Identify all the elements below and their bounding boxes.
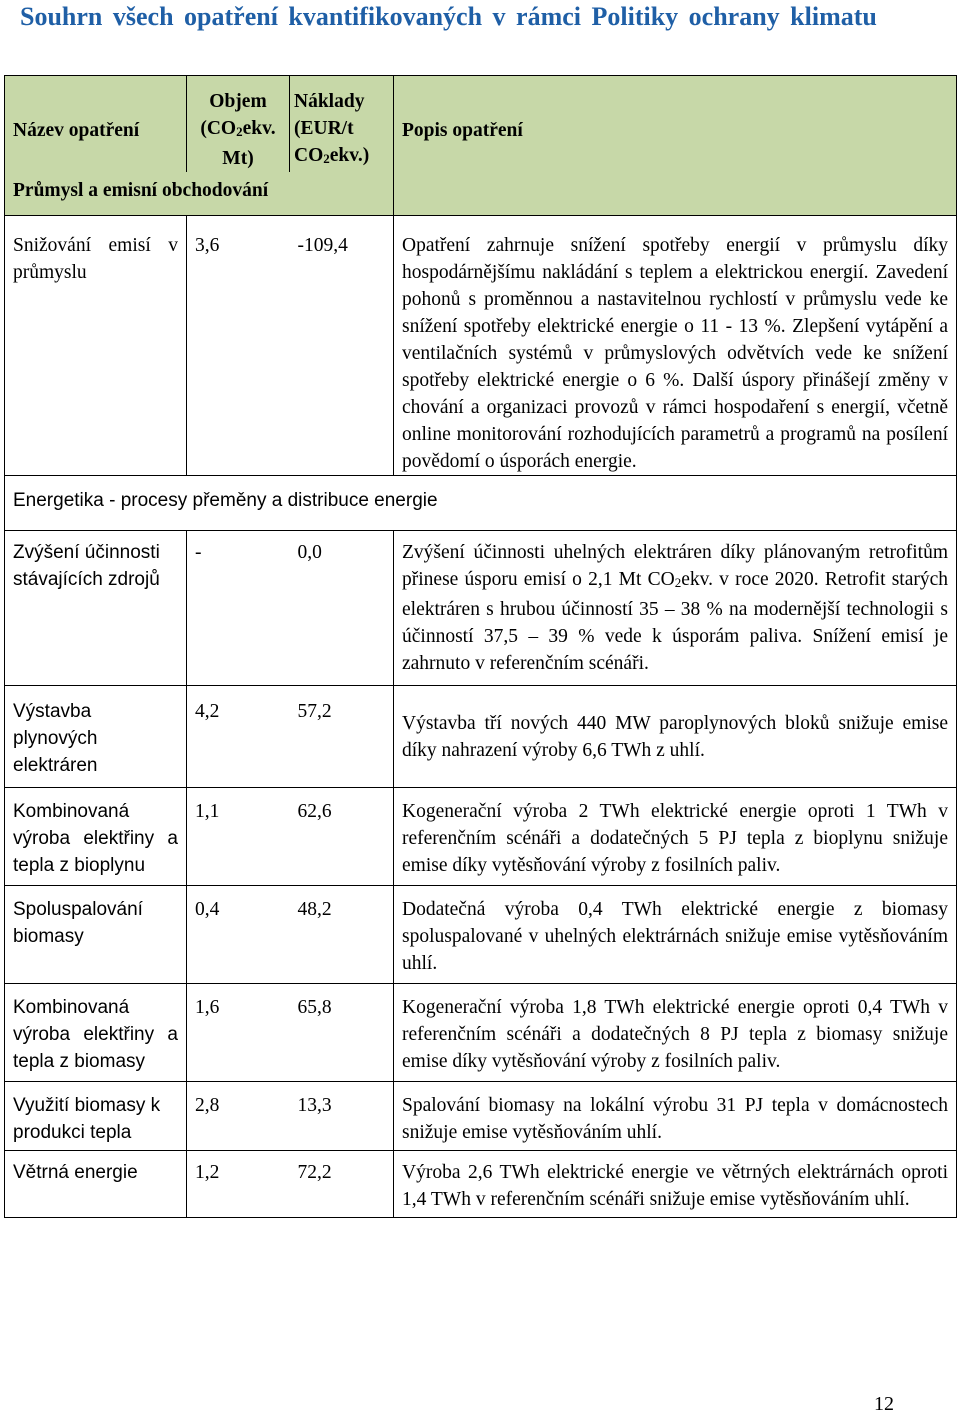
section-row-energy [5,475,957,530]
measure-volume: 0,4 [187,885,290,983]
section-heading: Energetika - procesy přeměny a distribuce energie [5,475,957,530]
measure-cost: 62,6 [290,787,394,885]
header-description: Popis opatření [394,76,957,173]
header-name: Název opatření [5,76,187,173]
measure-description: Opatření zahrnuje snížení spotřeby energií v průmyslu díky hospodárnějšímu nakládání s teplem a elektrickou energií. Zavedení pohonů s proměnnou a nastavitelnou rychlostí v průmyslu vede ke snížení spotřeby elektrické energie o 11 - 13 %. Zlepšení vytápění a ventilačních systémů v průmyslových odvětvích vede ke snížení spotřeby elektrické energie o 6 %. Další úspory přinášejí změny v chování a organizaci provozů v rámci hospodaření s energií, včetně online monitorování rozhodujících parametrů a programů na posílení povědomí o úsporách energie. [394,215,957,475]
header-volume: Objem ($CO_2ekv$. Mt) [187,76,290,173]
table-row [5,885,957,983]
measure-cost: 65,8 [290,983,394,1081]
measure-cost: 48,2 [290,885,394,983]
measure-name: Využití biomasy k produkci tepla [5,1081,187,1150]
measure-description: Spalování biomasy na lokální výrobu 31 PJ tepla v domácnostech snižuje emise vytěsňováním uhlí. [394,1081,957,1150]
measure-cost: -109,4 [290,215,394,475]
section-row-industry [5,172,957,215]
table-row [5,530,957,685]
measure-volume: 1,1 [187,787,290,885]
measure-name: Kombinovaná výroba elektřiny a tepla z bioplynu [5,787,187,885]
table-row [5,1150,957,1217]
page-title: Souhrn všech opatření kvantifikovaných v rámci Politiky ochrany klimatu [20,2,877,31]
measure-cost: 13,3 [290,1081,394,1150]
measure-volume: - [187,530,290,685]
measure-description: Výstavba tří nových 440 MW paroplynových bloků snižuje emise díky nahrazení výroby 6,6 TWh z uhlí. [394,685,957,787]
measure-description: Kogenerační výroba 1,8 TWh elektrické energie oproti 0,4 TWh v referenčním scénáři a dodatečných 8 PJ tepla z biomasy snižuje emise díky vytěsňování výroby z fosilních paliv. [394,983,957,1081]
measure-volume: 1,2 [187,1150,290,1217]
measures-table [4,75,957,1218]
measure-volume: 1,6 [187,983,290,1081]
measure-name: Větrná energie [5,1150,187,1217]
measure-cost: 72,2 [290,1150,394,1217]
page-number: 12 [874,1393,894,1415]
measure-name: Výstavba plynových elektráren [5,685,187,787]
measure-cost: 0,0 [290,530,394,685]
header-cost: Náklady (EUR/t $CO_2ekv$.) [290,76,394,173]
measure-description: Dodatečná výroba 0,4 TWh elektrické energie z biomasy spoluspalované v uhelných elektrárnách snižuje emise vytěsňováním uhlí. [394,885,957,983]
table-row [5,215,957,475]
table-header-row [5,76,957,173]
measure-name: Kombinovaná výroba elektřiny a tepla z biomasy [5,983,187,1081]
table-row [5,983,957,1081]
measure-description: Zvýšení účinnosti uhelných elektráren díky plánovaným retrofitům přinese úsporu emisí o 2,1 Mt $CO_2ekv$. v roce 2020. Retrofit starých elektráren s hrubou účinností 35 – 38 % na modernější technologii s účinností 37,5 – 39 % vede k úsporám paliva. Snížení emisí je zahrnuto v referenčním scénáři. [394,530,957,685]
measure-name: Snižování emisí v průmyslu [5,215,187,475]
section-heading: Průmysl a emisní obchodování [5,172,394,215]
measure-volume: 4,2 [187,685,290,787]
measure-description: Kogenerační výroba 2 TWh elektrické energie oproti 1 TWh v referenčním scénáři a dodatečných 5 PJ tepla z bioplynu snižuje emise díky vytěsňování výroby z fosilních paliv. [394,787,957,885]
measure-cost: 57,2 [290,685,394,787]
table-row [5,787,957,885]
measure-name: Spoluspalování biomasy [5,885,187,983]
table-row [5,685,957,787]
measure-name: Zvýšení účinnosti stávajících zdrojů [5,530,187,685]
measure-description: Výroba 2,6 TWh elektrické energie ve větrných elektrárnách oproti 1,4 TWh v referenčním scénáři snižuje emise vytěsňováním uhlí. [394,1150,957,1217]
measure-volume: 3,6 [187,215,290,475]
table-row [5,1081,957,1150]
measure-volume: 2,8 [187,1081,290,1150]
